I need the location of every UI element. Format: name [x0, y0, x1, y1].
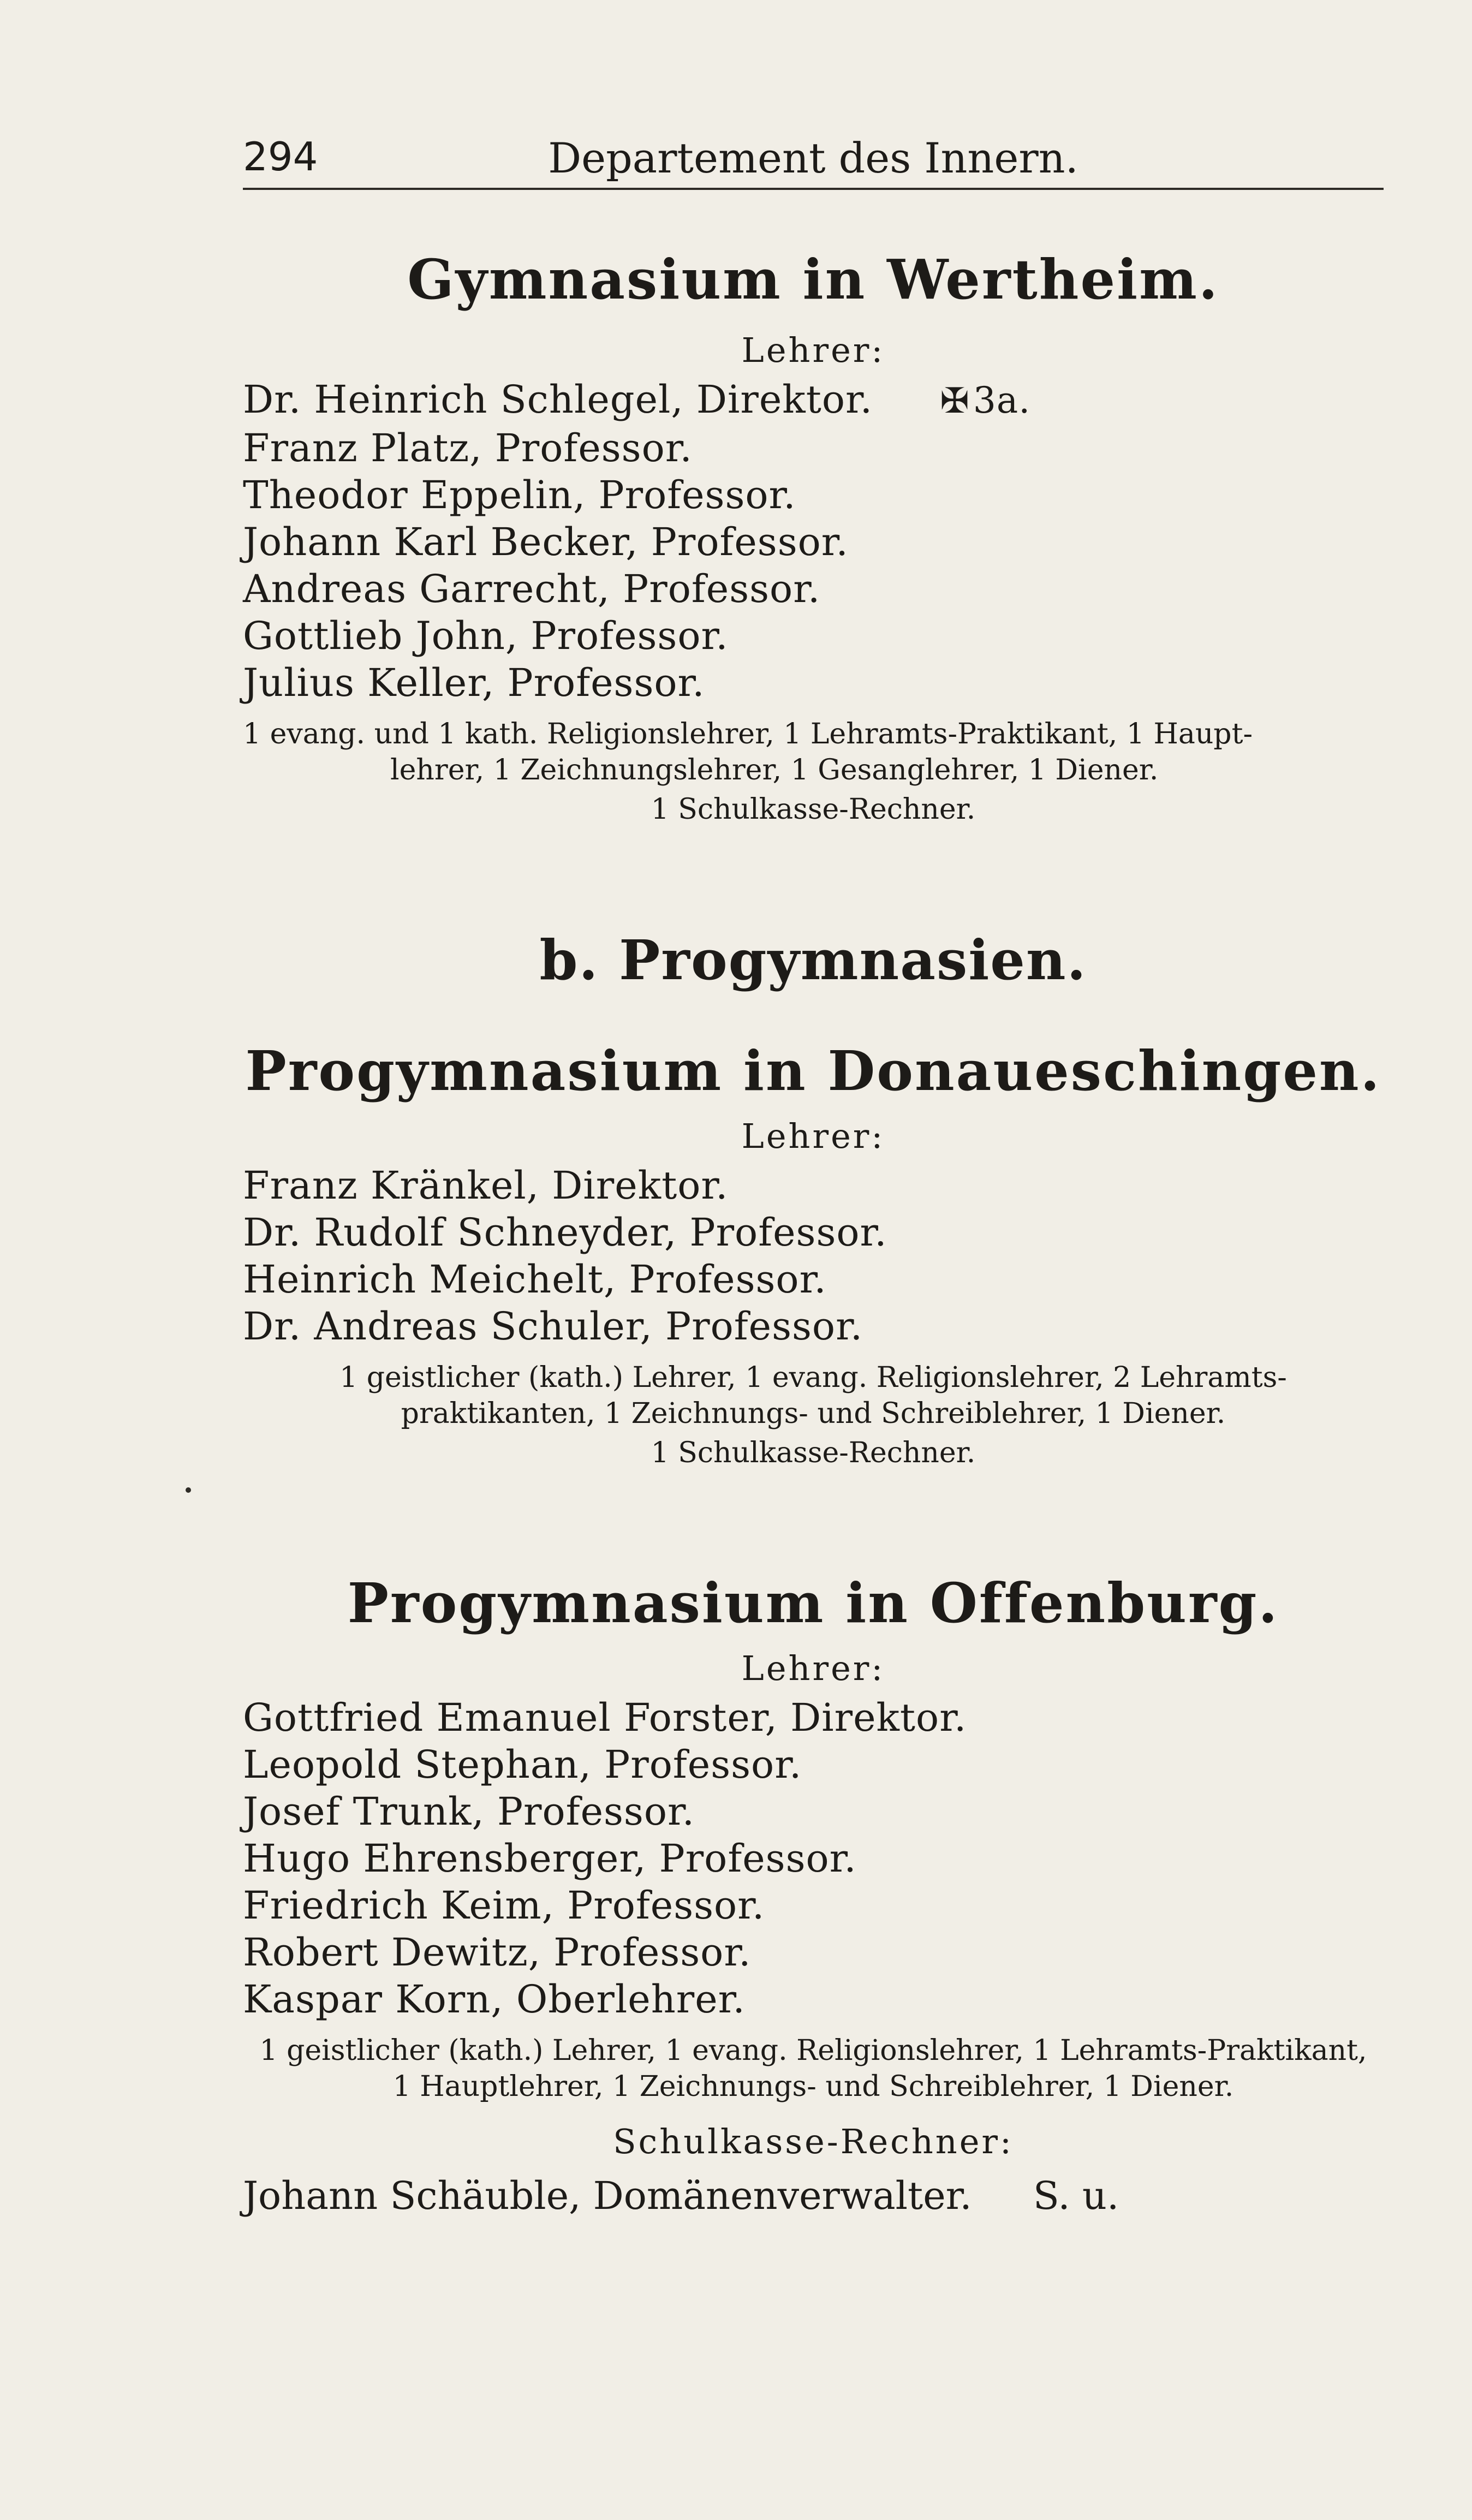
section-b-title: b. Progymnasien.	[539, 928, 1087, 992]
staff-entry: Josef Trunk, Professor.	[243, 1789, 695, 1834]
order-rank: 3a.	[973, 379, 1031, 421]
treasurer-entry	[243, 2172, 1384, 2219]
page-header	[243, 128, 1384, 183]
staff-entry: Theodor Eppelin, Professor.	[243, 472, 796, 517]
staff-heading: Lehrer:	[741, 1648, 885, 1688]
staff-entry: Johann Karl Becker, Professor.	[243, 519, 849, 564]
staff-list	[243, 376, 1384, 706]
staff-entry: Dr. Rudolf Schneyder, Professor.	[243, 1210, 887, 1255]
staff-name: Dr. Heinrich Schlegel, Direktor.	[243, 377, 873, 422]
staff-entry: Leopold Stephan, Professor.	[243, 1742, 802, 1787]
staff-heading: Lehrer:	[741, 330, 885, 370]
section-title: Gymnasium in Wertheim.	[407, 247, 1219, 312]
order-cross-icon: ✠	[940, 380, 970, 421]
treasurer-note: 1 Schulkasse-Rechner.	[651, 1436, 976, 1469]
staff-entry: Julius Keller, Professor.	[243, 660, 705, 705]
staff-note: lehrer, 1 Zeichnungslehrer, 1 Gesanglehrer, 1 Diener.	[390, 753, 1159, 787]
header-rule	[243, 188, 1384, 190]
treasurer-name: Johann Schäuble, Domänenverwalter.	[243, 2173, 972, 2219]
staff-entry: Heinrich Meichelt, Professor.	[243, 1256, 827, 1302]
section-title: Progymnasium in Offenburg.	[347, 1571, 1279, 1635]
treasurer-heading: Schulkasse-Rechner:	[613, 2121, 1014, 2161]
staff-entry: Kaspar Korn, Oberlehrer.	[243, 1976, 746, 2022]
section-title: Progymnasium in Donaueschingen.	[245, 1039, 1381, 1103]
staff-entry: Gottlieb John, Professor.	[243, 613, 729, 658]
staff-note: 1 Hauptlehrer, 1 Zeichnungs- und Schreiblehrer, 1 Diener.	[392, 2070, 1234, 2103]
staff-entry: Dr. Andreas Schuler, Professor.	[243, 1303, 863, 1349]
staff-entry	[243, 376, 1384, 425]
staff-heading: Lehrer:	[741, 1116, 885, 1156]
treasurer-mark: S. u.	[1033, 2173, 1119, 2219]
running-title: Departement des Innern.	[548, 134, 1078, 182]
page-number: 294	[243, 134, 318, 180]
print-speck	[186, 1487, 191, 1493]
section-b	[243, 928, 1384, 992]
staff-entry: Franz Platz, Professor.	[243, 425, 693, 470]
staff-list	[243, 1694, 1384, 2023]
staff-entry: Gottfried Emanuel Forster, Direktor.	[243, 1695, 967, 1740]
section-donaueschingen	[243, 1040, 1384, 1471]
staff-entry: Franz Kränkel, Direktor.	[243, 1163, 729, 1208]
section-offenburg	[243, 1572, 1384, 2219]
order-decoration	[940, 377, 1030, 425]
staff-entry: Friedrich Keim, Professor.	[243, 1882, 765, 1928]
staff-list	[243, 1162, 1384, 1350]
staff-entry: Andreas Garrecht, Professor.	[243, 566, 821, 611]
staff-note: 1 geistlicher (kath.) Lehrer, 1 evang. Religionslehrer, 1 Lehramts-Praktikant,	[259, 2034, 1367, 2067]
section-wertheim	[243, 248, 1384, 827]
staff-note: praktikanten, 1 Zeichnungs- und Schreiblehrer, 1 Diener.	[401, 1397, 1226, 1430]
staff-entry: Hugo Ehrensberger, Professor.	[243, 1836, 857, 1881]
staff-entry: Robert Dewitz, Professor.	[243, 1929, 752, 1975]
staff-note: 1 evang. und 1 kath. Religionslehrer, 1 Lehramts-Praktikant, 1 Haupt-	[243, 717, 1253, 750]
treasurer-note: 1 Schulkasse-Rechner.	[651, 793, 976, 826]
staff-note: 1 geistlicher (kath.) Lehrer, 1 evang. Religionslehrer, 2 Lehramts-	[339, 1361, 1287, 1394]
